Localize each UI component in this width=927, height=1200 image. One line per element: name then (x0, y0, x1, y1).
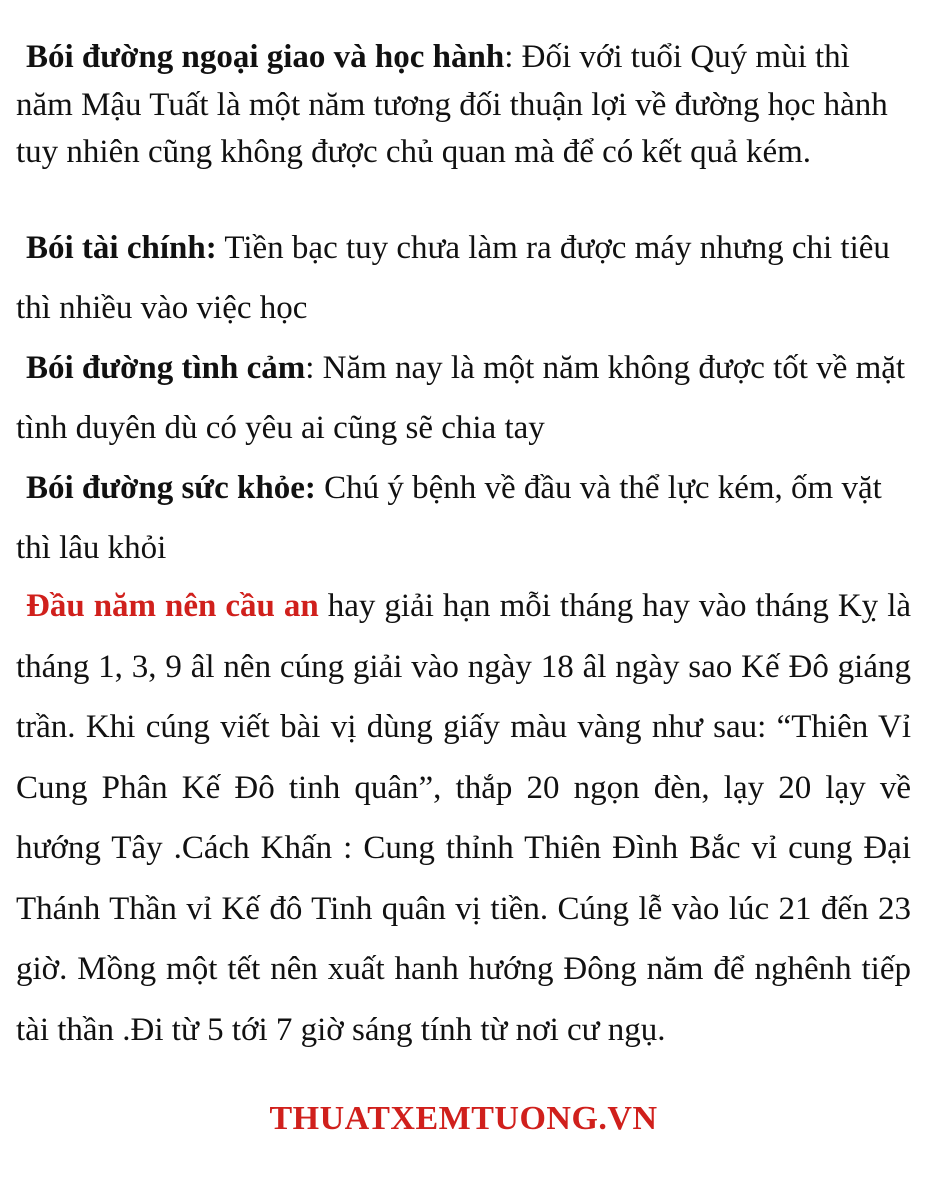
section-heading: Bói đường ngoại giao và học hành (26, 39, 505, 75)
section-health (16, 458, 911, 578)
section-advice (16, 576, 911, 1060)
advice-heading: Đầu năm nên cầu an (26, 588, 319, 624)
section-heading: Bói đường sức khỏe: (26, 470, 316, 506)
section-body: Năm nay là một năm không được tốt về mặt tình duyên dù có yêu ai cũng sẽ chia tay (16, 350, 906, 446)
advice-body: hay giải hạn mỗi tháng hay vào tháng Kỵ là tháng 1, 3, 9 âl nên cúng giải vào ngày 18 âl ngày sao Kế Đô giáng trần. Khi cúng viết bài vị dùng giấy màu vàng như sau: “Thiên Vỉ Cung Phân Kế Đô tinh quân”, thắp 20 ngọn đèn, lạy 20 lạy về hướng Tây .Cách Khấn : Cung thỉnh Thiên Đình Bắc vỉ cung Đại Thánh Thần vỉ Kế đô Tinh quân vị tiền. Cúng lễ vào lúc 21 đến 23 giờ. Mồng một tết nên xuất hanh hướng Đông năm để nghênh tiếp tài thần .Đi từ 5 tới 7 giờ sáng tính từ nơi cư ngụ. (16, 588, 912, 1048)
section-separator: : (504, 39, 514, 75)
site-watermark: THUATXEMTUONG.VN (269, 1100, 658, 1137)
section-study (16, 34, 911, 177)
section-body: Đối với tuổi Quý mùi thì năm Mậu Tuất là một năm tương đối thuận lợi về đường học hành tuy nhiên cũng không được chủ quan mà để có kết quả kém. (16, 39, 888, 170)
section-separator: : (305, 350, 315, 386)
section-love (16, 338, 911, 458)
section-finance (16, 218, 911, 338)
section-heading: Bói tài chính: (26, 230, 217, 266)
section-heading: Bói đường tình cảm (26, 350, 306, 386)
section-body: Tiền bạc tuy chưa làm ra được máy nhưng chi tiêu thì nhiều vào việc học (16, 230, 890, 326)
section-body: Chú ý bệnh về đầu và thể lực kém, ốm vặt thì lâu khỏi (16, 470, 882, 566)
